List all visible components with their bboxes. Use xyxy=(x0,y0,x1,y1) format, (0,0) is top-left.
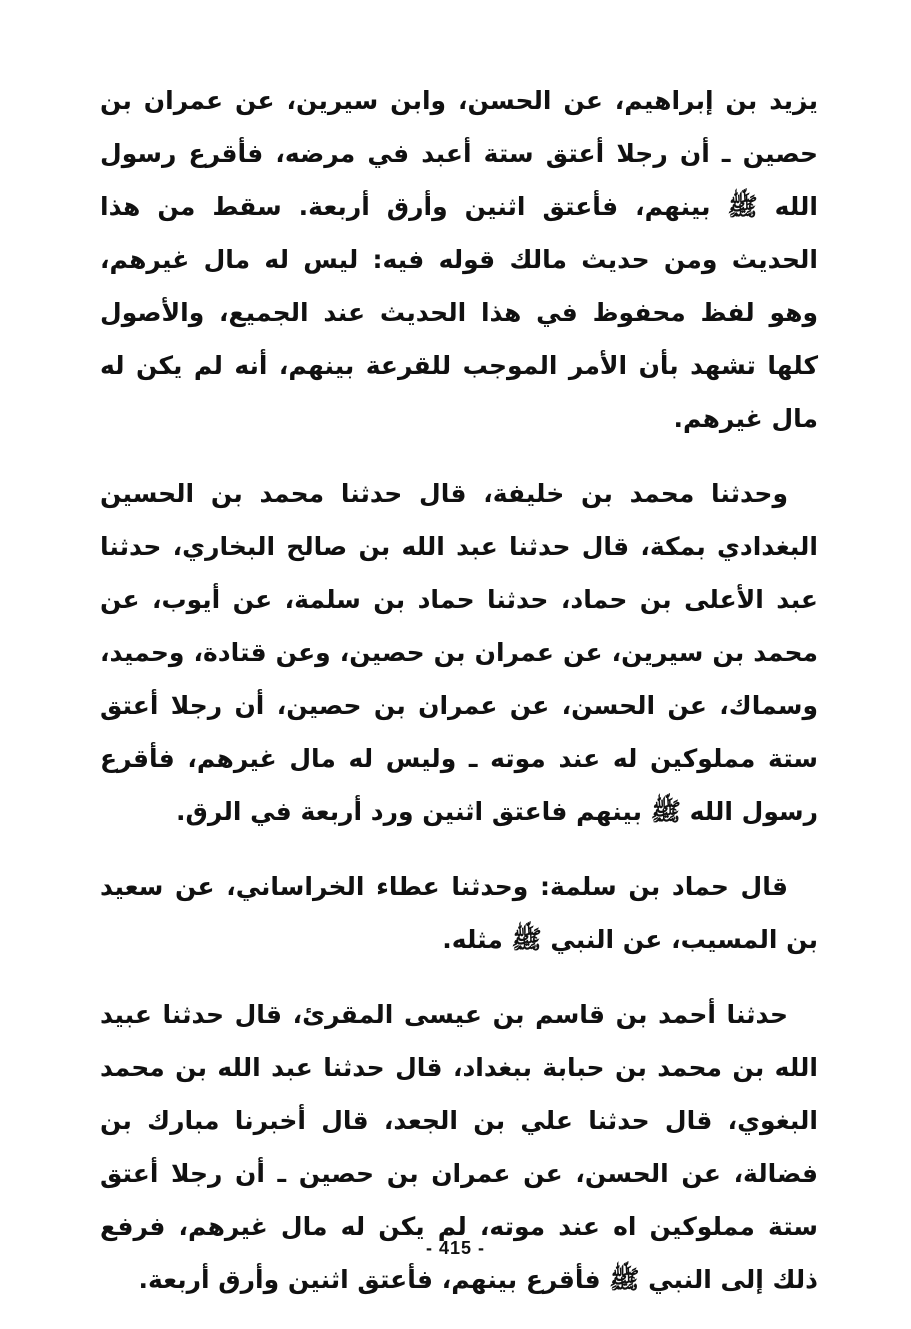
page-number: - 415 - xyxy=(425,1238,486,1258)
paragraph: وحدثنا محمد بن خليفة، قال حدثنا محمد بن الحسين البغدادي بمكة، قال حدثنا عبد الله بن صالح البخاري، حدثنا عبد الأعلى بن حماد، حدثنا حماد بن سلمة، عن أيوب، عن محمد بن سيرين، عن عمران بن حصين، وعن قتادة، وحميد، وسماك، عن الحسن، عن عمران بن حصين، أن رجلا أعتق ستة مملوكين له عند موته ـ وليس له مال غيرهم، فأقرع رسول الله ﷺ بينهم فاعتق اثنين ورد أربعة في الرق. xyxy=(100,479,818,826)
body-text xyxy=(100,74,818,1328)
paragraph: يزيد بن إبراهيم، عن الحسن، وابن سيرين، عن عمران بن حصين ـ أن رجلا أعتق ستة أعبد في مرضه، فأقرع رسول الله ﷺ بينهم، فأعتق اثنين وأرق أربعة. سقط من هذا الحديث ومن حديث مالك قوله فيه: ليس له مال غيرهم، وهو لفظ محفوظ في هذا الحديث عند الجميع، والأصول كلها تشهد بأن الأمر الموجب للقرعة بينهم، أنه لم يكن له مال غيرهم. xyxy=(100,86,818,433)
paragraph: حدثنا أحمد بن قاسم بن عيسى المقرئ، قال حدثنا عبيد الله بن محمد بن حبابة ببغداد، قال حدثنا عبد الله بن محمد البغوي، قال حدثنا علي بن الجعد، قال أخبرنا مبارك بن فضالة، عن الحسن، عن عمران بن حصين ـ أن رجلا أعتق ستة مملوكين اه عند موته، لم يكن له مال غيرهم، فرفع ذلك إلى النبي ﷺ فأقرع بينهم، فأعتق اثنين وأرق أربعة. xyxy=(100,1000,818,1294)
paragraph: قال حماد بن سلمة: وحدثنا عطاء الخراساني، عن سعيد بن المسيب، عن النبي ﷺ مثله. xyxy=(100,872,818,954)
